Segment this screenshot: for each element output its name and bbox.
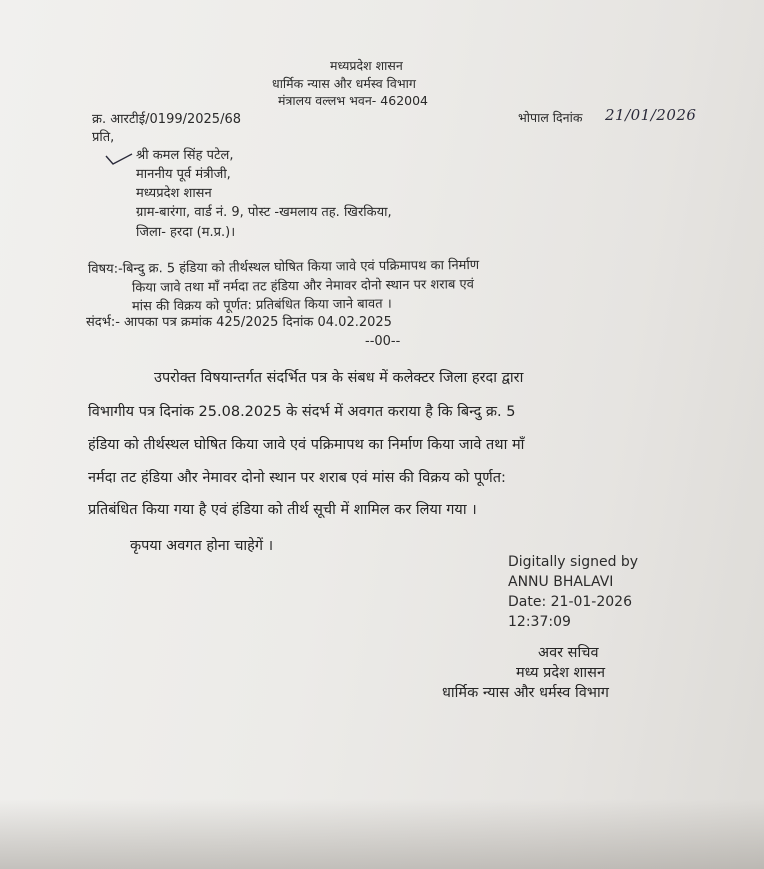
header-address: मंत्रालय वल्लभ भवन- 462004 (278, 93, 429, 108)
recipient-govt: मध्यप्रदेश शासन (136, 186, 212, 201)
subject-line-2: किया जावे तथा माँ नर्मदा तट हंडिया और नेमावर दोनो स्थान पर शराब एवं (131, 277, 474, 296)
recipient-name: श्री कमल सिंह पटेल, (136, 148, 234, 163)
recipient-address-1: ग्राम-बारंगा, वार्ड नं. 9, पोस्ट -खमलाय तह. खिरकिया, (136, 205, 392, 220)
subject-line-1: विषय:-बिन्दु क्र. 5 हंडिया को तीर्थस्थल घोषित किया जावे एवं पक्रिमापथ का निर्माण (87, 257, 480, 278)
body-line-2: विभागीय पत्र दिनांक 25.08.2025 के संदर्भ में अवगत कराया है कि बिन्दु क्र. 5 (88, 404, 516, 420)
signatory-designation: अवर सचिव (538, 645, 599, 661)
recipient-title: माननीय पूर्व मंत्रीजी, (136, 167, 231, 182)
body-line-1: उपरोक्त विषयान्तर्गत संदर्भित पत्र के संबध में कलेक्टर जिला हरदा द्वारा (154, 370, 524, 386)
tick-mark-icon (104, 152, 134, 168)
recipient-address-2: जिला- हरदा (म.प्र.)। (136, 225, 236, 240)
body-line-5: प्रतिबंधित किया गया है एवं हंडिया को तीर्थ सूची में शामिल कर लिया गया । (88, 502, 477, 518)
place-date-label: भोपाल दिनांक (518, 110, 583, 125)
body-line-4: नर्मदा तट हंडिया और नेमावर दोनो स्थान पर शराब एवं मांस की विक्रय को पूर्णत: (88, 470, 506, 486)
salutation: प्रति, (92, 130, 115, 145)
digital-signature-date: Date: 21-01-2026 (508, 594, 632, 610)
closing-line: कृपया अवगत होना चाहेगें । (130, 538, 274, 554)
signatory-department: धार्मिक न्यास और धर्मस्व विभाग (442, 685, 609, 701)
subject-line-3: मांस की विक्रय को पूर्णत: प्रतिबंधित किया जाने बावत । (131, 296, 392, 315)
digital-signature-name: ANNU BHALAVI (508, 574, 614, 590)
divider: --00-- (365, 334, 401, 349)
header-government: मध्यप्रदेश शासन (330, 58, 403, 73)
digital-signature-line-1: Digitally signed by (508, 554, 639, 570)
header-department: धार्मिक न्यास और धर्मस्व विभाग (272, 76, 416, 91)
reference-line: संदर्भ:- आपका पत्र क्रमांक 425/2025 दिनांक 04.02.2025 (86, 315, 392, 330)
body-line-3: हंडिया को तीर्थस्थल घोषित किया जावे एवं पक्रिमापथ का निर्माण किया जावे तथा माँ (88, 437, 525, 453)
handwritten-date: 21/01/2026 (605, 106, 697, 124)
reference-number: क्र. आरटीई/0199/2025/68 (92, 112, 242, 127)
photo-shadow (0, 799, 764, 869)
digital-signature-time: 12:37:09 (508, 614, 571, 630)
signatory-govt: मध्य प्रदेश शासन (516, 665, 606, 681)
